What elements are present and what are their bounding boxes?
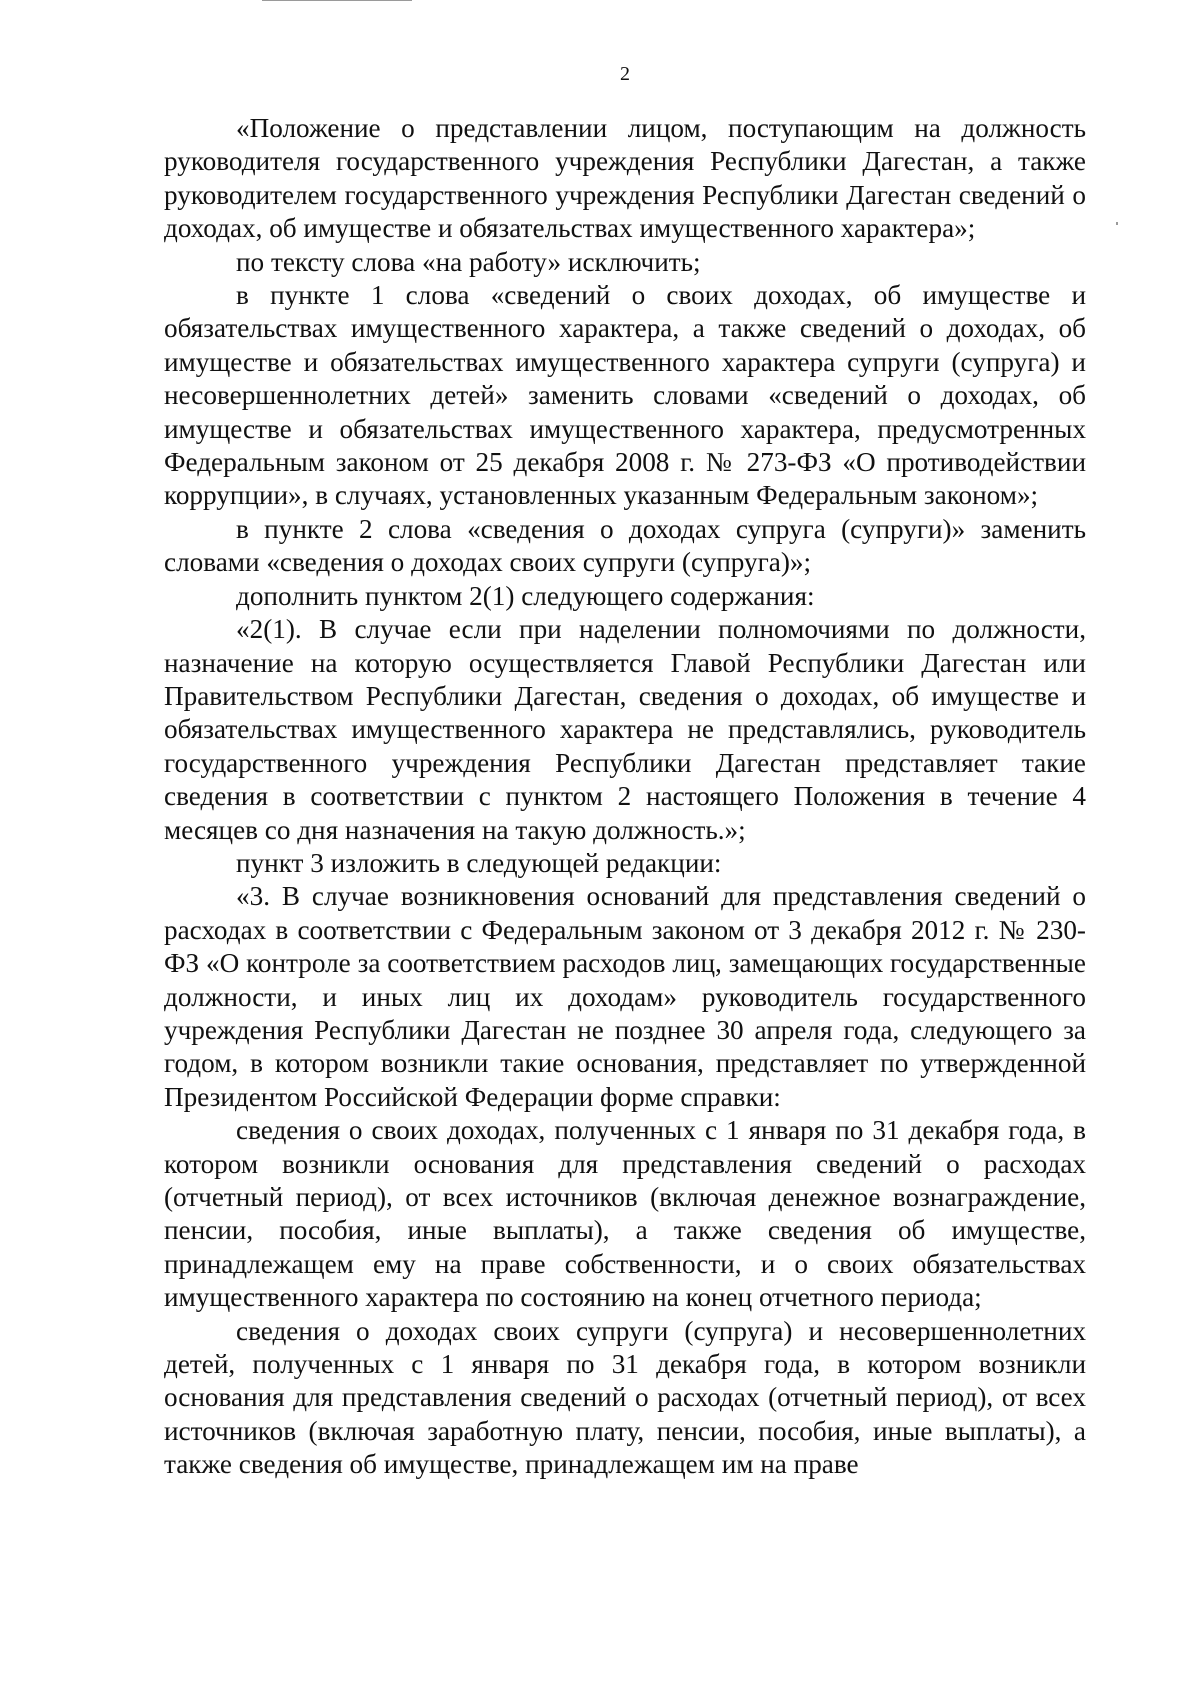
paragraph-8: «3. В случае возникновения оснований для представления сведений о расходах в соответствии с Федеральным законом от 3 декабря 2012 г. № 230-ФЗ «О контроле за соответствием расходов лиц, замещающих государственные должности, и иных лиц их доходам» руководитель государственного учреждения Республики Дагестан не позднее 30 апреля года, следующего за годом, в котором возникли такие основания, представляет по утвержденной Президентом Российской Федерации форме справки: [164, 881, 1086, 1112]
paragraph-9: сведения о своих доходах, полученных с 1 января по 31 декабря года, в котором возникли основания для представления сведений о расходах (отчетный период), от всех источников (включая денежное вознаграждение, пенсии, пособия, иные выплаты), а также сведения об имуществе, принадлежащем ему на праве собственности, и о своих обязательствах имущественного характера по состоянию на конец отчетного периода; [164, 1115, 1086, 1313]
paragraph-5: дополнить пунктом 2(1) следующего содержания: [236, 580, 815, 611]
paragraph-6: «2(1). В случае если при наделении полномочиями по должности, назначение на которую осуществляется Главой Республики Дагестан или Правительством Республики Дагестан, сведения о доходах, об имуществе и обязательствах имущественного характера не представлялись, руководитель государственного учреждения Республики Дагестан представляет такие сведения в соответствии с пунктом 2 настоящего Положения в течение 4 месяцев со дня назначения на такую должность.»; [164, 614, 1086, 845]
scan-artifact-top [262, 0, 412, 1]
document-body [164, 112, 1086, 1482]
page-number: 2 [620, 63, 630, 85]
paragraph-2: по тексту слова «на работу» исключить; [236, 246, 701, 277]
paragraph-10: сведения о доходах своих супруги (супруга) и несовершеннолетних детей, полученных с 1 января по 31 декабря года, в котором возникли основания для представления сведений о расходах (отчетный период), от всех источников (включая заработную плату, пенсии, пособия, иные выплаты), а также сведения об имуществе, принадлежащем им на праве [164, 1315, 1086, 1480]
paragraph-4: в пункте 2 слова «сведения о доходах супруга (супруги)» заменить словами «сведения о доходах своих супруги (супруга)»; [164, 513, 1086, 578]
scan-artifact-right [1116, 222, 1118, 225]
paragraph-1: «Положение о представлении лицом, поступающим на должность руководителя государственного учреждения Республики Дагестан, а также руководителем государственного учреждения Республики Дагестан сведений о доходах, об имуществе и обязательствах имущественного характера»; [164, 113, 1086, 244]
paragraph-3: в пункте 1 слова «сведений о своих доходах, об имуществе и обязательствах имущественного характера, а также сведений о доходах, об имуществе и обязательствах имущественного характера супруги (супруга) и несовершеннолетних детей» заменить словами «сведений о доходах, об имуществе и обязательствах имущественного характера, предусмотренных Федеральным законом от 25 декабря 2008 г. № 273-ФЗ «О противодействии коррупции», в случаях, установленных указанным Федеральным законом»; [164, 280, 1086, 511]
paragraph-7: пункт 3 изложить в следующей редакции: [236, 847, 722, 878]
